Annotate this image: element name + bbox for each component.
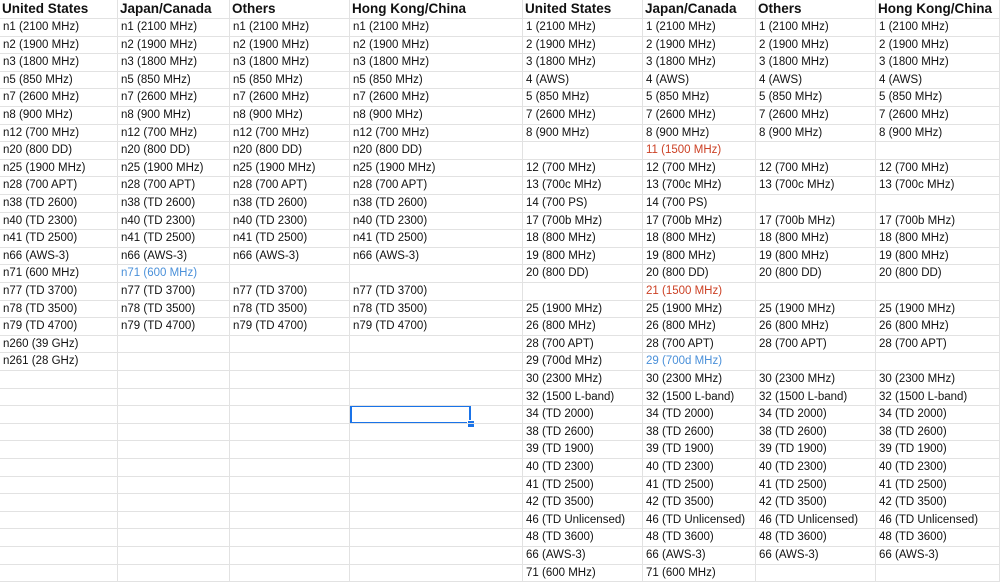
right-cell[interactable]: 2 (1900 MHz) [756,37,876,55]
left-header-2[interactable]: Others [230,0,350,19]
right-cell[interactable]: 12 (700 MHz) [643,160,756,178]
left-cell[interactable]: n2 (1900 MHz) [230,37,350,55]
left-cell[interactable] [0,389,118,407]
right-cell[interactable]: 3 (1800 MHz) [876,54,1000,72]
right-cell[interactable]: 66 (AWS-3) [643,547,756,565]
left-cell[interactable] [118,353,230,371]
right-cell[interactable]: 12 (700 MHz) [756,160,876,178]
right-cell[interactable] [876,195,1000,213]
right-cell[interactable]: 4 (AWS) [523,72,643,90]
left-cell[interactable]: n28 (700 APT) [118,177,230,195]
right-cell[interactable]: 46 (TD Unlicensed) [756,512,876,530]
left-cell[interactable]: n77 (TD 3700) [230,283,350,301]
right-cell[interactable]: 13 (700c MHz) [756,177,876,195]
right-cell[interactable]: 66 (AWS-3) [523,547,643,565]
left-cell[interactable] [0,547,118,565]
left-cell[interactable] [118,477,230,495]
right-cell[interactable]: 12 (700 MHz) [876,160,1000,178]
right-cell[interactable]: 32 (1500 L-band) [643,389,756,407]
right-cell[interactable]: 30 (2300 MHz) [876,371,1000,389]
left-cell[interactable]: n3 (1800 MHz) [230,54,350,72]
right-cell[interactable]: 34 (TD 2000) [523,406,643,424]
left-cell[interactable]: n38 (TD 2600) [0,195,118,213]
right-cell[interactable]: 20 (800 DD) [756,265,876,283]
left-cell[interactable]: n3 (1800 MHz) [118,54,230,72]
right-cell[interactable]: 13 (700c MHz) [643,177,756,195]
left-cell[interactable]: n79 (TD 4700) [118,318,230,336]
left-cell[interactable]: n2 (1900 MHz) [0,37,118,55]
right-cell[interactable]: 28 (700 APT) [523,336,643,354]
right-cell[interactable]: 34 (TD 2000) [756,406,876,424]
left-cell[interactable] [118,441,230,459]
right-cell[interactable]: 7 (2600 MHz) [643,107,756,125]
left-cell[interactable]: n7 (2600 MHz) [350,89,523,107]
right-cell[interactable]: 20 (800 DD) [643,265,756,283]
left-header-1[interactable]: Japan/Canada [118,0,230,19]
left-cell[interactable] [118,389,230,407]
right-cell[interactable]: 21 (1500 MHz) [643,283,756,301]
right-header-2[interactable]: Others [756,0,876,19]
right-cell[interactable]: 25 (1900 MHz) [643,301,756,319]
right-cell[interactable]: 8 (900 MHz) [523,125,643,143]
left-cell[interactable]: n40 (TD 2300) [350,213,523,231]
left-cell[interactable] [118,494,230,512]
right-cell[interactable]: 11 (1500 MHz) [643,142,756,160]
right-cell[interactable] [523,142,643,160]
left-cell[interactable] [0,477,118,495]
left-cell[interactable] [230,371,350,389]
right-cell[interactable]: 4 (AWS) [756,72,876,90]
left-cell[interactable] [230,512,350,530]
left-cell[interactable]: n41 (TD 2500) [230,230,350,248]
left-cell[interactable] [0,441,118,459]
right-cell[interactable]: 2 (1900 MHz) [643,37,756,55]
left-cell[interactable]: n78 (TD 3500) [118,301,230,319]
right-cell[interactable]: 18 (800 MHz) [523,230,643,248]
right-cell[interactable]: 18 (800 MHz) [756,230,876,248]
left-cell[interactable]: n5 (850 MHz) [0,72,118,90]
left-cell[interactable] [350,477,523,495]
right-cell[interactable]: 17 (700b MHz) [523,213,643,231]
right-cell[interactable]: 12 (700 MHz) [523,160,643,178]
right-cell[interactable]: 25 (1900 MHz) [756,301,876,319]
right-cell[interactable] [876,283,1000,301]
left-cell[interactable]: n40 (TD 2300) [118,213,230,231]
left-cell[interactable]: n38 (TD 2600) [118,195,230,213]
left-cell[interactable]: n12 (700 MHz) [230,125,350,143]
left-cell[interactable]: n71 (600 MHz) [118,265,230,283]
right-cell[interactable]: 2 (1900 MHz) [876,37,1000,55]
left-cell[interactable]: n77 (TD 3700) [350,283,523,301]
right-cell[interactable]: 38 (TD 2600) [756,424,876,442]
right-cell[interactable]: 5 (850 MHz) [523,89,643,107]
right-cell[interactable]: 4 (AWS) [876,72,1000,90]
left-cell[interactable]: n8 (900 MHz) [0,107,118,125]
left-cell[interactable] [350,424,523,442]
right-cell[interactable]: 40 (TD 2300) [643,459,756,477]
right-cell[interactable]: 26 (800 MHz) [756,318,876,336]
right-cell[interactable] [756,142,876,160]
right-cell[interactable]: 48 (TD 3600) [756,529,876,547]
right-cell[interactable]: 18 (800 MHz) [643,230,756,248]
right-cell[interactable]: 28 (700 APT) [876,336,1000,354]
right-cell[interactable]: 38 (TD 2600) [876,424,1000,442]
left-cell[interactable] [350,512,523,530]
left-cell[interactable] [0,494,118,512]
right-cell[interactable]: 71 (600 MHz) [643,565,756,583]
left-cell[interactable] [118,406,230,424]
right-cell[interactable]: 30 (2300 MHz) [756,371,876,389]
right-cell[interactable]: 48 (TD 3600) [523,529,643,547]
left-cell[interactable]: n78 (TD 3500) [0,301,118,319]
right-cell[interactable] [876,565,1000,583]
left-cell[interactable]: n41 (TD 2500) [118,230,230,248]
right-cell[interactable]: 32 (1500 L-band) [523,389,643,407]
right-cell[interactable]: 40 (TD 2300) [876,459,1000,477]
left-cell[interactable] [0,424,118,442]
left-cell[interactable] [350,459,523,477]
left-cell[interactable]: n25 (1900 MHz) [0,160,118,178]
right-cell[interactable]: 1 (2100 MHz) [523,19,643,37]
left-cell[interactable] [118,424,230,442]
right-cell[interactable]: 71 (600 MHz) [523,565,643,583]
left-cell[interactable]: n38 (TD 2600) [350,195,523,213]
right-cell[interactable]: 42 (TD 3500) [643,494,756,512]
right-cell[interactable]: 14 (700 PS) [523,195,643,213]
left-cell[interactable]: n3 (1800 MHz) [350,54,523,72]
right-cell[interactable]: 66 (AWS-3) [756,547,876,565]
left-cell[interactable] [350,547,523,565]
left-cell[interactable] [350,529,523,547]
right-cell[interactable]: 26 (800 MHz) [643,318,756,336]
right-cell[interactable]: 41 (TD 2500) [643,477,756,495]
left-cell[interactable]: n25 (1900 MHz) [230,160,350,178]
left-cell[interactable]: n2 (1900 MHz) [350,37,523,55]
right-cell[interactable]: 48 (TD 3600) [643,529,756,547]
left-cell[interactable] [350,336,523,354]
left-cell[interactable] [0,406,118,424]
left-header-0[interactable]: United States [0,0,118,19]
right-cell[interactable]: 17 (700b MHz) [756,213,876,231]
right-cell[interactable]: 26 (800 MHz) [523,318,643,336]
left-cell[interactable] [350,371,523,389]
left-cell[interactable] [350,389,523,407]
left-cell[interactable] [350,565,523,583]
right-header-1[interactable]: Japan/Canada [643,0,756,19]
left-cell[interactable]: n12 (700 MHz) [350,125,523,143]
right-cell[interactable]: 39 (TD 1900) [756,441,876,459]
left-cell[interactable] [118,459,230,477]
right-cell[interactable]: 42 (TD 3500) [756,494,876,512]
right-cell[interactable]: 3 (1800 MHz) [643,54,756,72]
right-cell[interactable]: 46 (TD Unlicensed) [643,512,756,530]
right-cell[interactable]: 18 (800 MHz) [876,230,1000,248]
left-cell[interactable]: n28 (700 APT) [230,177,350,195]
left-cell[interactable]: n71 (600 MHz) [0,265,118,283]
left-cell[interactable] [230,477,350,495]
left-cell[interactable]: n77 (TD 3700) [0,283,118,301]
left-cell[interactable] [0,459,118,477]
left-cell[interactable] [118,512,230,530]
right-cell[interactable]: 19 (800 MHz) [756,248,876,266]
left-cell[interactable]: n40 (TD 2300) [230,213,350,231]
left-cell[interactable]: n1 (2100 MHz) [118,19,230,37]
right-cell[interactable]: 29 (700d MHz) [523,353,643,371]
right-cell[interactable]: 13 (700c MHz) [876,177,1000,195]
left-cell[interactable]: n79 (TD 4700) [230,318,350,336]
right-cell[interactable]: 30 (2300 MHz) [523,371,643,389]
left-cell[interactable] [0,512,118,530]
right-cell[interactable]: 46 (TD Unlicensed) [876,512,1000,530]
right-header-3[interactable]: Hong Kong/China [876,0,1000,19]
left-cell[interactable] [118,547,230,565]
left-cell[interactable]: n1 (2100 MHz) [230,19,350,37]
left-cell[interactable]: n20 (800 DD) [230,142,350,160]
right-cell[interactable]: 5 (850 MHz) [756,89,876,107]
right-cell[interactable]: 20 (800 DD) [523,265,643,283]
left-cell[interactable]: n25 (1900 MHz) [118,160,230,178]
right-cell[interactable]: 1 (2100 MHz) [643,19,756,37]
left-cell[interactable]: n5 (850 MHz) [230,72,350,90]
left-cell[interactable] [230,547,350,565]
left-cell[interactable]: n20 (800 DD) [118,142,230,160]
left-cell[interactable]: n5 (850 MHz) [350,72,523,90]
right-cell[interactable] [756,565,876,583]
left-cell[interactable]: n20 (800 DD) [350,142,523,160]
left-cell[interactable] [350,353,523,371]
left-cell[interactable] [230,353,350,371]
left-cell[interactable]: n66 (AWS-3) [118,248,230,266]
right-cell[interactable]: 8 (900 MHz) [756,125,876,143]
left-cell[interactable] [0,371,118,389]
left-cell[interactable] [0,529,118,547]
left-cell[interactable]: n5 (850 MHz) [118,72,230,90]
left-cell[interactable]: n20 (800 DD) [0,142,118,160]
left-cell[interactable]: n7 (2600 MHz) [118,89,230,107]
right-cell[interactable] [876,353,1000,371]
right-cell[interactable]: 41 (TD 2500) [523,477,643,495]
left-cell[interactable]: n12 (700 MHz) [0,125,118,143]
left-cell[interactable] [118,565,230,583]
right-cell[interactable]: 32 (1500 L-band) [876,389,1000,407]
right-cell[interactable]: 1 (2100 MHz) [876,19,1000,37]
right-cell[interactable]: 41 (TD 2500) [756,477,876,495]
right-header-0[interactable]: United States [523,0,643,19]
right-cell[interactable]: 66 (AWS-3) [876,547,1000,565]
right-cell[interactable]: 48 (TD 3600) [876,529,1000,547]
right-cell[interactable]: 7 (2600 MHz) [876,107,1000,125]
left-cell[interactable]: n7 (2600 MHz) [0,89,118,107]
left-cell[interactable] [230,565,350,583]
right-cell[interactable]: 5 (850 MHz) [876,89,1000,107]
right-cell[interactable]: 5 (850 MHz) [643,89,756,107]
left-cell[interactable]: n8 (900 MHz) [350,107,523,125]
left-cell[interactable]: n261 (28 GHz) [0,353,118,371]
right-cell[interactable]: 25 (1900 MHz) [523,301,643,319]
left-cell[interactable] [118,371,230,389]
left-cell[interactable] [230,441,350,459]
left-cell[interactable] [350,494,523,512]
left-header-3[interactable]: Hong Kong/China [350,0,523,19]
right-cell[interactable]: 28 (700 APT) [643,336,756,354]
right-cell[interactable]: 29 (700d MHz) [643,353,756,371]
right-cell[interactable]: 17 (700b MHz) [876,213,1000,231]
right-cell[interactable]: 46 (TD Unlicensed) [523,512,643,530]
right-cell[interactable]: 25 (1900 MHz) [876,301,1000,319]
right-cell[interactable]: 30 (2300 MHz) [643,371,756,389]
right-cell[interactable]: 39 (TD 1900) [643,441,756,459]
left-cell[interactable] [230,406,350,424]
right-cell[interactable] [756,195,876,213]
right-cell[interactable]: 39 (TD 1900) [876,441,1000,459]
left-cell[interactable] [230,389,350,407]
right-cell[interactable]: 39 (TD 1900) [523,441,643,459]
right-cell[interactable] [756,283,876,301]
left-cell[interactable]: n7 (2600 MHz) [230,89,350,107]
right-cell[interactable]: 28 (700 APT) [756,336,876,354]
right-cell[interactable]: 38 (TD 2600) [523,424,643,442]
right-cell[interactable]: 19 (800 MHz) [643,248,756,266]
right-cell[interactable]: 32 (1500 L-band) [756,389,876,407]
right-cell[interactable]: 34 (TD 2000) [876,406,1000,424]
left-cell[interactable] [230,494,350,512]
left-cell[interactable]: n78 (TD 3500) [350,301,523,319]
left-cell[interactable]: n260 (39 GHz) [0,336,118,354]
right-cell[interactable]: 38 (TD 2600) [643,424,756,442]
left-cell[interactable] [350,265,523,283]
left-cell[interactable] [118,336,230,354]
right-cell[interactable]: 8 (900 MHz) [876,125,1000,143]
right-cell[interactable]: 3 (1800 MHz) [756,54,876,72]
left-cell[interactable]: n66 (AWS-3) [350,248,523,266]
right-cell[interactable]: 40 (TD 2300) [523,459,643,477]
left-cell[interactable]: n1 (2100 MHz) [0,19,118,37]
left-cell[interactable]: n38 (TD 2600) [230,195,350,213]
right-cell[interactable]: 14 (700 PS) [643,195,756,213]
right-cell[interactable]: 26 (800 MHz) [876,318,1000,336]
left-cell[interactable] [350,441,523,459]
right-cell[interactable]: 7 (2600 MHz) [523,107,643,125]
left-cell[interactable]: n41 (TD 2500) [350,230,523,248]
right-cell[interactable]: 1 (2100 MHz) [756,19,876,37]
right-cell[interactable]: 19 (800 MHz) [876,248,1000,266]
right-cell[interactable]: 4 (AWS) [643,72,756,90]
right-cell[interactable]: 2 (1900 MHz) [523,37,643,55]
right-cell[interactable] [876,142,1000,160]
left-cell[interactable] [230,459,350,477]
right-cell[interactable]: 19 (800 MHz) [523,248,643,266]
left-cell[interactable]: n77 (TD 3700) [118,283,230,301]
left-cell[interactable] [230,265,350,283]
left-cell[interactable]: n28 (700 APT) [0,177,118,195]
right-cell[interactable]: 17 (700b MHz) [643,213,756,231]
right-cell[interactable]: 20 (800 DD) [876,265,1000,283]
left-cell[interactable]: n41 (TD 2500) [0,230,118,248]
left-cell[interactable]: n28 (700 APT) [350,177,523,195]
right-cell[interactable]: 41 (TD 2500) [876,477,1000,495]
left-cell[interactable] [0,565,118,583]
right-cell[interactable]: 3 (1800 MHz) [523,54,643,72]
right-cell[interactable]: 40 (TD 2300) [756,459,876,477]
left-cell[interactable] [230,336,350,354]
left-cell[interactable]: n78 (TD 3500) [230,301,350,319]
left-cell[interactable]: n66 (AWS-3) [0,248,118,266]
left-cell[interactable]: n79 (TD 4700) [0,318,118,336]
left-cell[interactable]: n8 (900 MHz) [118,107,230,125]
left-cell[interactable]: n12 (700 MHz) [118,125,230,143]
right-cell[interactable] [523,283,643,301]
left-cell[interactable]: n3 (1800 MHz) [0,54,118,72]
left-cell[interactable] [118,529,230,547]
left-cell[interactable]: n2 (1900 MHz) [118,37,230,55]
left-cell[interactable]: n25 (1900 MHz) [350,160,523,178]
left-cell[interactable]: n79 (TD 4700) [350,318,523,336]
right-cell[interactable]: 34 (TD 2000) [643,406,756,424]
left-cell[interactable] [350,406,523,424]
right-cell[interactable]: 42 (TD 3500) [876,494,1000,512]
left-cell[interactable] [230,529,350,547]
right-cell[interactable]: 13 (700c MHz) [523,177,643,195]
right-cell[interactable] [756,353,876,371]
left-cell[interactable]: n40 (TD 2300) [0,213,118,231]
left-cell[interactable]: n1 (2100 MHz) [350,19,523,37]
left-cell[interactable] [230,424,350,442]
right-cell[interactable]: 42 (TD 3500) [523,494,643,512]
left-cell[interactable]: n8 (900 MHz) [230,107,350,125]
left-cell[interactable]: n66 (AWS-3) [230,248,350,266]
right-cell[interactable]: 8 (900 MHz) [643,125,756,143]
right-cell[interactable]: 7 (2600 MHz) [756,107,876,125]
